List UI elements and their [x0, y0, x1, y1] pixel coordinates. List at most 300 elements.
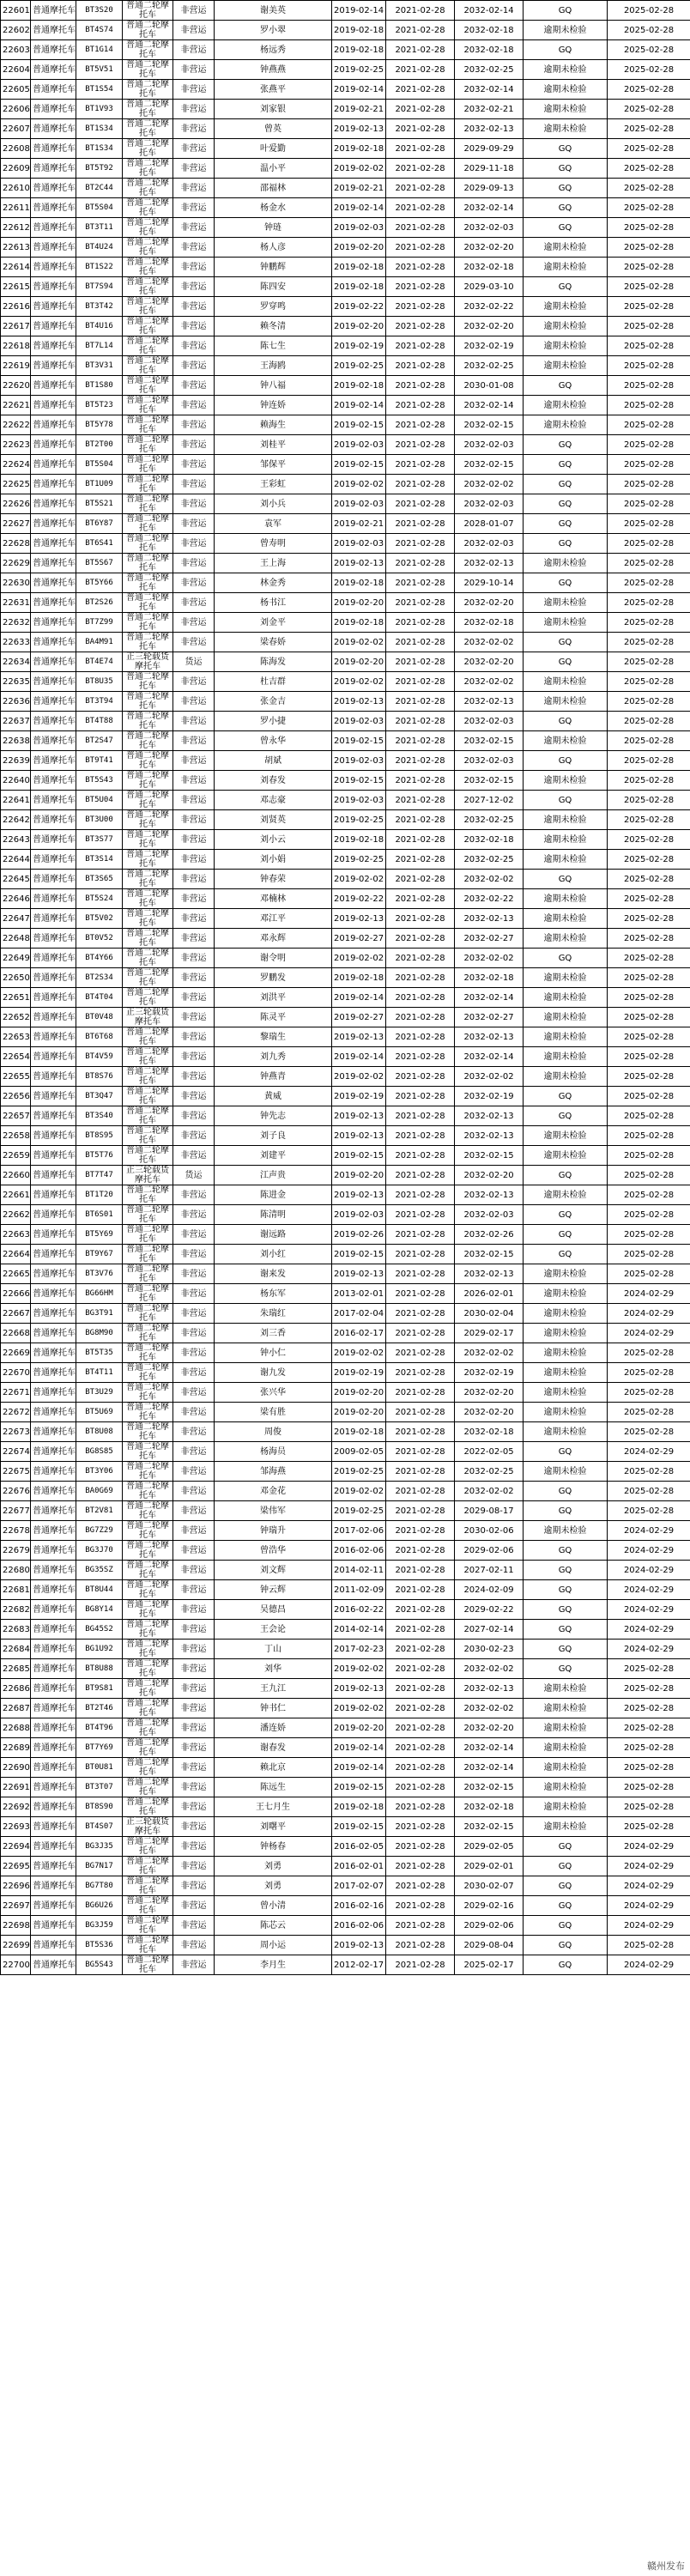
cell-plate-number: BG8Y14 — [76, 1600, 123, 1620]
cell-insurance-end-date: 2025-02-28 — [608, 613, 690, 633]
cell-index: 22666 — [1, 1284, 31, 1304]
cell-vehicle-type: 普通摩托车 — [31, 1679, 76, 1699]
cell-insurance-end-date: 2025-02-28 — [608, 1166, 690, 1185]
cell-vehicle-type: 普通摩托车 — [31, 376, 76, 396]
cell-vehicle-type: 普通摩托车 — [31, 1205, 76, 1225]
cell-plate-number: BG7Z29 — [76, 1521, 123, 1541]
cell-insurance-end-date: 2025-02-28 — [608, 1936, 690, 1955]
cell-owner: 谢远路 — [215, 1225, 332, 1245]
cell-usage: 非营运 — [173, 119, 215, 139]
cell-usage: 非营运 — [173, 968, 215, 988]
cell-plate-number: BT5S24 — [76, 889, 123, 909]
cell-owner: 张燕平 — [215, 80, 332, 100]
cell-brand: 普通二轮摩托车 — [123, 277, 173, 297]
cell-usage: 非营运 — [173, 1778, 215, 1797]
table-row — [1, 1797, 690, 1817]
cell-index: 22612 — [1, 218, 31, 238]
cell-usage: 非营运 — [173, 494, 215, 514]
cell-inspection-valid-until: 2021-02-28 — [386, 751, 455, 771]
cell-plate-number: BT4U16 — [76, 317, 123, 336]
cell-status: 逾期未检验 — [524, 100, 608, 119]
cell-status: 逾期未检验 — [524, 1521, 608, 1541]
cell-status: GQ — [524, 494, 608, 514]
cell-plate-number: BT2S47 — [76, 731, 123, 751]
cell-usage: 非营运 — [173, 1640, 215, 1659]
cell-inspection-valid-until: 2021-02-28 — [386, 870, 455, 889]
cell-owner: 钟连娇 — [215, 396, 332, 415]
cell-insurance-end-date: 2025-02-28 — [608, 1146, 690, 1166]
cell-insurance-end-date: 2024-02-29 — [608, 1640, 690, 1659]
cell-index: 22684 — [1, 1640, 31, 1659]
cell-scrap-deadline: 2032-02-15 — [455, 1146, 524, 1166]
cell-brand: 普通二轮摩托车 — [123, 949, 173, 968]
cell-index: 22629 — [1, 554, 31, 573]
cell-usage: 非营运 — [173, 475, 215, 494]
cell-index: 22683 — [1, 1620, 31, 1640]
cell-brand: 普通二轮摩托车 — [123, 1087, 173, 1106]
cell-brand: 普通二轮摩托车 — [123, 1857, 173, 1876]
table-row — [1, 850, 690, 870]
cell-scrap-deadline: 2029-02-06 — [455, 1916, 524, 1936]
cell-inspection-valid-until: 2021-02-28 — [386, 1363, 455, 1383]
cell-usage: 非营运 — [173, 534, 215, 554]
cell-registration-date: 2019-02-25 — [332, 850, 386, 870]
cell-plate-number: BT5S43 — [76, 771, 123, 791]
table-row — [1, 534, 690, 554]
cell-brand: 普通二轮摩托车 — [123, 475, 173, 494]
cell-insurance-end-date: 2025-02-28 — [608, 238, 690, 258]
table-row — [1, 238, 690, 258]
cell-insurance-end-date: 2025-02-28 — [608, 1047, 690, 1067]
cell-index: 22680 — [1, 1561, 31, 1580]
cell-usage: 非营运 — [173, 1245, 215, 1264]
cell-insurance-end-date: 2025-02-28 — [608, 475, 690, 494]
cell-registration-date: 2019-02-13 — [332, 1106, 386, 1126]
cell-brand: 普通二轮摩托车 — [123, 1482, 173, 1501]
cell-owner: 周俊 — [215, 1422, 332, 1442]
cell-inspection-valid-until: 2021-02-28 — [386, 1126, 455, 1146]
cell-index: 22614 — [1, 258, 31, 277]
cell-insurance-end-date: 2025-02-28 — [608, 80, 690, 100]
cell-vehicle-type: 普通摩托车 — [31, 1797, 76, 1817]
cell-vehicle-type: 普通摩托车 — [31, 139, 76, 159]
cell-inspection-valid-until: 2021-02-28 — [386, 652, 455, 672]
table-row — [1, 1521, 690, 1541]
cell-insurance-end-date: 2024-02-29 — [608, 1541, 690, 1561]
cell-scrap-deadline: 2029-08-17 — [455, 1501, 524, 1521]
cell-scrap-deadline: 2029-02-06 — [455, 1541, 524, 1561]
cell-plate-number: BT0U81 — [76, 1758, 123, 1778]
cell-insurance-end-date: 2025-02-28 — [608, 692, 690, 712]
cell-plate-number: BT1S34 — [76, 119, 123, 139]
cell-brand: 普通二轮摩托车 — [123, 593, 173, 613]
cell-registration-date: 2019-02-21 — [332, 514, 386, 534]
cell-status: 逾期未检验 — [524, 1284, 608, 1304]
cell-status: GQ — [524, 1620, 608, 1640]
cell-scrap-deadline: 2022-02-05 — [455, 1442, 524, 1462]
cell-registration-date: 2019-02-15 — [332, 455, 386, 475]
cell-brand: 普通二轮摩托车 — [123, 1797, 173, 1817]
cell-owner: 刘小云 — [215, 830, 332, 850]
cell-insurance-end-date: 2025-02-28 — [608, 929, 690, 949]
table-row — [1, 1699, 690, 1718]
cell-index: 22668 — [1, 1324, 31, 1343]
cell-index: 22686 — [1, 1679, 31, 1699]
cell-vehicle-type: 普通摩托车 — [31, 218, 76, 238]
cell-inspection-valid-until: 2021-02-28 — [386, 1797, 455, 1817]
cell-inspection-valid-until: 2021-02-28 — [386, 1185, 455, 1205]
cell-index: 22667 — [1, 1304, 31, 1324]
cell-usage: 非营运 — [173, 1422, 215, 1442]
cell-index: 22618 — [1, 336, 31, 356]
cell-owner: 刘家银 — [215, 100, 332, 119]
cell-brand: 普通二轮摩托车 — [123, 1067, 173, 1087]
cell-index: 22604 — [1, 60, 31, 80]
cell-inspection-valid-until: 2021-02-28 — [386, 968, 455, 988]
cell-plate-number: BT4T11 — [76, 1363, 123, 1383]
cell-index: 22648 — [1, 929, 31, 949]
cell-owner: 罗小捷 — [215, 712, 332, 731]
cell-scrap-deadline: 2032-02-27 — [455, 1008, 524, 1027]
cell-inspection-valid-until: 2021-02-28 — [386, 1027, 455, 1047]
table-row — [1, 810, 690, 830]
cell-status: GQ — [524, 1640, 608, 1659]
cell-registration-date: 2019-02-13 — [332, 692, 386, 712]
cell-status: GQ — [524, 534, 608, 554]
cell-registration-date: 2017-02-07 — [332, 1876, 386, 1896]
cell-inspection-valid-until: 2021-02-28 — [386, 1205, 455, 1225]
cell-registration-date: 2019-02-15 — [332, 415, 386, 435]
cell-status: 逾期未检验 — [524, 593, 608, 613]
cell-usage: 非营运 — [173, 1699, 215, 1718]
cell-index: 22651 — [1, 988, 31, 1008]
cell-brand: 普通二轮摩托车 — [123, 870, 173, 889]
cell-index: 22693 — [1, 1817, 31, 1837]
cell-usage: 非营运 — [173, 1620, 215, 1640]
cell-inspection-valid-until: 2021-02-28 — [386, 850, 455, 870]
cell-index: 22656 — [1, 1087, 31, 1106]
cell-scrap-deadline: 2032-02-02 — [455, 1482, 524, 1501]
cell-inspection-valid-until: 2021-02-28 — [386, 1304, 455, 1324]
cell-owner: 钟春荣 — [215, 870, 332, 889]
cell-inspection-valid-until: 2021-02-28 — [386, 1600, 455, 1620]
cell-inspection-valid-until: 2021-02-28 — [386, 712, 455, 731]
cell-vehicle-type: 普通摩托车 — [31, 1284, 76, 1304]
cell-vehicle-type: 普通摩托车 — [31, 494, 76, 514]
cell-brand: 普通二轮摩托车 — [123, 1699, 173, 1718]
cell-index: 22699 — [1, 1936, 31, 1955]
cell-registration-date: 2019-02-14 — [332, 988, 386, 1008]
cell-brand: 普通二轮摩托车 — [123, 1501, 173, 1521]
cell-owner: 胡斌 — [215, 751, 332, 771]
cell-usage: 非营运 — [173, 1896, 215, 1916]
cell-inspection-valid-until: 2021-02-28 — [386, 1620, 455, 1640]
cell-plate-number: BT5S04 — [76, 198, 123, 218]
cell-usage: 非营运 — [173, 1363, 215, 1383]
cell-registration-date: 2016-02-06 — [332, 1541, 386, 1561]
cell-usage: 非营运 — [173, 1205, 215, 1225]
cell-inspection-valid-until: 2021-02-28 — [386, 336, 455, 356]
cell-status: 逾期未检验 — [524, 731, 608, 751]
cell-brand: 普通二轮摩托车 — [123, 60, 173, 80]
table-row — [1, 1501, 690, 1521]
cell-plate-number: BT0V48 — [76, 1008, 123, 1027]
cell-owner: 钟琏 — [215, 218, 332, 238]
cell-index: 22654 — [1, 1047, 31, 1067]
cell-scrap-deadline: 2032-02-15 — [455, 415, 524, 435]
cell-status: GQ — [524, 1955, 608, 1975]
cell-inspection-valid-until: 2021-02-28 — [386, 810, 455, 830]
cell-registration-date: 2019-02-18 — [332, 21, 386, 40]
cell-registration-date: 2019-02-02 — [332, 633, 386, 652]
cell-scrap-deadline: 2032-02-13 — [455, 1126, 524, 1146]
cell-scrap-deadline: 2032-02-21 — [455, 100, 524, 119]
cell-status: 逾期未检验 — [524, 850, 608, 870]
cell-inspection-valid-until: 2021-02-28 — [386, 1580, 455, 1600]
cell-status: GQ — [524, 1245, 608, 1264]
cell-vehicle-type: 普通摩托车 — [31, 1264, 76, 1284]
table-row — [1, 573, 690, 593]
cell-vehicle-type: 普通摩托车 — [31, 336, 76, 356]
cell-registration-date: 2019-02-18 — [332, 139, 386, 159]
cell-status: 逾期未检验 — [524, 1699, 608, 1718]
cell-inspection-valid-until: 2021-02-28 — [386, 1087, 455, 1106]
cell-registration-date: 2019-02-15 — [332, 1817, 386, 1837]
cell-owner: 刘华 — [215, 1659, 332, 1679]
cell-owner: 钟小仁 — [215, 1343, 332, 1363]
cell-scrap-deadline: 2032-02-15 — [455, 455, 524, 475]
cell-index: 22642 — [1, 810, 31, 830]
cell-owner: 梁有胜 — [215, 1403, 332, 1422]
cell-plate-number: BT5S21 — [76, 494, 123, 514]
cell-plate-number: BT5S67 — [76, 554, 123, 573]
cell-usage: 非营运 — [173, 1225, 215, 1245]
cell-vehicle-type: 普通摩托车 — [31, 1166, 76, 1185]
cell-status: GQ — [524, 198, 608, 218]
cell-insurance-end-date: 2025-02-28 — [608, 455, 690, 475]
cell-usage: 非营运 — [173, 415, 215, 435]
cell-owner: 张金吉 — [215, 692, 332, 712]
cell-inspection-valid-until: 2021-02-28 — [386, 218, 455, 238]
cell-scrap-deadline: 2029-09-13 — [455, 179, 524, 198]
cell-usage: 非营运 — [173, 731, 215, 751]
table-row — [1, 1561, 690, 1580]
cell-owner: 曾浩华 — [215, 1541, 332, 1561]
table-row — [1, 1027, 690, 1047]
cell-status: 逾期未检验 — [524, 771, 608, 791]
cell-vehicle-type: 普通摩托车 — [31, 1245, 76, 1264]
cell-vehicle-type: 普通摩托车 — [31, 1363, 76, 1383]
cell-scrap-deadline: 2032-02-20 — [455, 317, 524, 336]
cell-plate-number: BT8U88 — [76, 1659, 123, 1679]
table-row — [1, 139, 690, 159]
table-row — [1, 297, 690, 317]
cell-status: GQ — [524, 751, 608, 771]
cell-inspection-valid-until: 2021-02-28 — [386, 534, 455, 554]
cell-plate-number: BT3U00 — [76, 810, 123, 830]
cell-owner: 钟燕燕 — [215, 60, 332, 80]
cell-index: 22623 — [1, 435, 31, 455]
cell-registration-date: 2019-02-03 — [332, 791, 386, 810]
cell-vehicle-type: 普通摩托车 — [31, 1936, 76, 1955]
table-row — [1, 633, 690, 652]
table-row — [1, 1106, 690, 1126]
cell-status: GQ — [524, 1876, 608, 1896]
cell-vehicle-type: 普通摩托车 — [31, 1876, 76, 1896]
cell-insurance-end-date: 2025-02-28 — [608, 415, 690, 435]
cell-index: 22690 — [1, 1758, 31, 1778]
cell-plate-number: BT3T94 — [76, 692, 123, 712]
cell-status: GQ — [524, 870, 608, 889]
cell-vehicle-type: 普通摩托车 — [31, 1324, 76, 1343]
cell-index: 22603 — [1, 40, 31, 60]
cell-vehicle-type: 普通摩托车 — [31, 1067, 76, 1087]
cell-usage: 非营运 — [173, 830, 215, 850]
cell-scrap-deadline: 2032-02-20 — [455, 652, 524, 672]
cell-plate-number: BT8S90 — [76, 1797, 123, 1817]
cell-owner: 赖北京 — [215, 1758, 332, 1778]
cell-owner: 陈灵平 — [215, 1008, 332, 1027]
cell-registration-date: 2019-02-13 — [332, 1679, 386, 1699]
cell-vehicle-type: 普通摩托车 — [31, 712, 76, 731]
cell-usage: 非营运 — [173, 1304, 215, 1324]
cell-insurance-end-date: 2025-02-28 — [608, 633, 690, 652]
cell-vehicle-type: 普通摩托车 — [31, 356, 76, 376]
cell-inspection-valid-until: 2021-02-28 — [386, 119, 455, 139]
cell-index: 22650 — [1, 968, 31, 988]
cell-brand: 普通二轮摩托车 — [123, 435, 173, 455]
cell-inspection-valid-until: 2021-02-28 — [386, 475, 455, 494]
table-row — [1, 1679, 690, 1699]
cell-usage: 货运 — [173, 1166, 215, 1185]
cell-usage: 非营运 — [173, 1067, 215, 1087]
cell-owner: 曾小清 — [215, 1896, 332, 1916]
cell-status: GQ — [524, 1087, 608, 1106]
cell-status: 逾期未检验 — [524, 1027, 608, 1047]
cell-vehicle-type: 普通摩托车 — [31, 435, 76, 455]
cell-brand: 普通二轮摩托车 — [123, 1916, 173, 1936]
cell-plate-number: BT3S65 — [76, 870, 123, 889]
cell-owner: 刘曙平 — [215, 1817, 332, 1837]
cell-plate-number: BT9T41 — [76, 751, 123, 771]
table-row — [1, 455, 690, 475]
cell-index: 22613 — [1, 238, 31, 258]
table-row — [1, 1185, 690, 1205]
cell-plate-number: BT9S81 — [76, 1679, 123, 1699]
table-row — [1, 514, 690, 534]
cell-plate-number: BG5S43 — [76, 1955, 123, 1975]
cell-brand: 普通二轮摩托车 — [123, 613, 173, 633]
cell-registration-date: 2019-02-19 — [332, 336, 386, 356]
cell-brand: 普通二轮摩托车 — [123, 455, 173, 475]
cell-scrap-deadline: 2032-02-13 — [455, 1264, 524, 1284]
cell-insurance-end-date: 2025-02-28 — [608, 949, 690, 968]
cell-insurance-end-date: 2025-02-28 — [608, 1343, 690, 1363]
cell-status: GQ — [524, 514, 608, 534]
table-row — [1, 712, 690, 731]
cell-brand: 普通二轮摩托车 — [123, 317, 173, 336]
cell-brand: 普通二轮摩托车 — [123, 672, 173, 692]
cell-plate-number: BT5T92 — [76, 159, 123, 179]
cell-scrap-deadline: 2032-02-20 — [455, 1718, 524, 1738]
cell-vehicle-type: 普通摩托车 — [31, 1896, 76, 1916]
cell-owner: 刘春发 — [215, 771, 332, 791]
table-row — [1, 1225, 690, 1245]
cell-scrap-deadline: 2032-02-14 — [455, 1738, 524, 1758]
cell-index: 22670 — [1, 1363, 31, 1383]
cell-registration-date: 2019-02-26 — [332, 1225, 386, 1245]
cell-registration-date: 2019-02-20 — [332, 238, 386, 258]
cell-owner: 邓江平 — [215, 909, 332, 929]
cell-inspection-valid-until: 2021-02-28 — [386, 40, 455, 60]
cell-status: 逾期未检验 — [524, 80, 608, 100]
cell-brand: 普通二轮摩托车 — [123, 1659, 173, 1679]
cell-inspection-valid-until: 2021-02-28 — [386, 1166, 455, 1185]
cell-registration-date: 2012-02-17 — [332, 1955, 386, 1975]
cell-inspection-valid-until: 2021-02-28 — [386, 277, 455, 297]
cell-inspection-valid-until: 2021-02-28 — [386, 672, 455, 692]
cell-usage: 非营运 — [173, 139, 215, 159]
cell-vehicle-type: 普通摩托车 — [31, 1955, 76, 1975]
cell-inspection-valid-until: 2021-02-28 — [386, 297, 455, 317]
cell-owner: 刘桂平 — [215, 435, 332, 455]
cell-inspection-valid-until: 2021-02-28 — [386, 1778, 455, 1797]
cell-brand: 普通二轮摩托车 — [123, 376, 173, 396]
cell-owner: 刘勇 — [215, 1857, 332, 1876]
cell-scrap-deadline: 2032-02-02 — [455, 1067, 524, 1087]
cell-vehicle-type: 普通摩托车 — [31, 119, 76, 139]
cell-insurance-end-date: 2024-02-29 — [608, 1304, 690, 1324]
cell-vehicle-type: 普通摩托车 — [31, 1916, 76, 1936]
cell-registration-date: 2019-02-02 — [332, 475, 386, 494]
cell-plate-number: BT1V93 — [76, 100, 123, 119]
cell-index: 22632 — [1, 613, 31, 633]
cell-inspection-valid-until: 2021-02-28 — [386, 1718, 455, 1738]
cell-vehicle-type: 普通摩托车 — [31, 475, 76, 494]
cell-index: 22655 — [1, 1067, 31, 1087]
cell-status: GQ — [524, 791, 608, 810]
cell-registration-date: 2019-02-18 — [332, 613, 386, 633]
cell-usage: 非营运 — [173, 159, 215, 179]
cell-usage: 非营运 — [173, 751, 215, 771]
table-row — [1, 218, 690, 238]
cell-inspection-valid-until: 2021-02-28 — [386, 633, 455, 652]
cell-registration-date: 2017-02-04 — [332, 1304, 386, 1324]
cell-vehicle-type: 普通摩托车 — [31, 396, 76, 415]
cell-plate-number: BT6S41 — [76, 534, 123, 554]
table-row — [1, 1482, 690, 1501]
table-row — [1, 1600, 690, 1620]
cell-owner: 杨人彦 — [215, 238, 332, 258]
cell-registration-date: 2019-02-25 — [332, 356, 386, 376]
cell-brand: 普通二轮摩托车 — [123, 1185, 173, 1205]
cell-registration-date: 2019-02-18 — [332, 277, 386, 297]
cell-status: GQ — [524, 1541, 608, 1561]
cell-inspection-valid-until: 2021-02-28 — [386, 1383, 455, 1403]
cell-scrap-deadline: 2032-02-20 — [455, 1403, 524, 1422]
cell-insurance-end-date: 2025-02-28 — [608, 1, 690, 21]
cell-brand: 普通二轮摩托车 — [123, 1936, 173, 1955]
cell-insurance-end-date: 2025-02-28 — [608, 198, 690, 218]
cell-vehicle-type: 普通摩托车 — [31, 1027, 76, 1047]
cell-scrap-deadline: 2032-02-25 — [455, 60, 524, 80]
cell-inspection-valid-until: 2021-02-28 — [386, 514, 455, 534]
cell-owner: 温小平 — [215, 159, 332, 179]
cell-usage: 非营运 — [173, 1501, 215, 1521]
cell-index: 22633 — [1, 633, 31, 652]
cell-brand: 正三轮载货摩托车 — [123, 1008, 173, 1027]
cell-vehicle-type: 普通摩托车 — [31, 277, 76, 297]
